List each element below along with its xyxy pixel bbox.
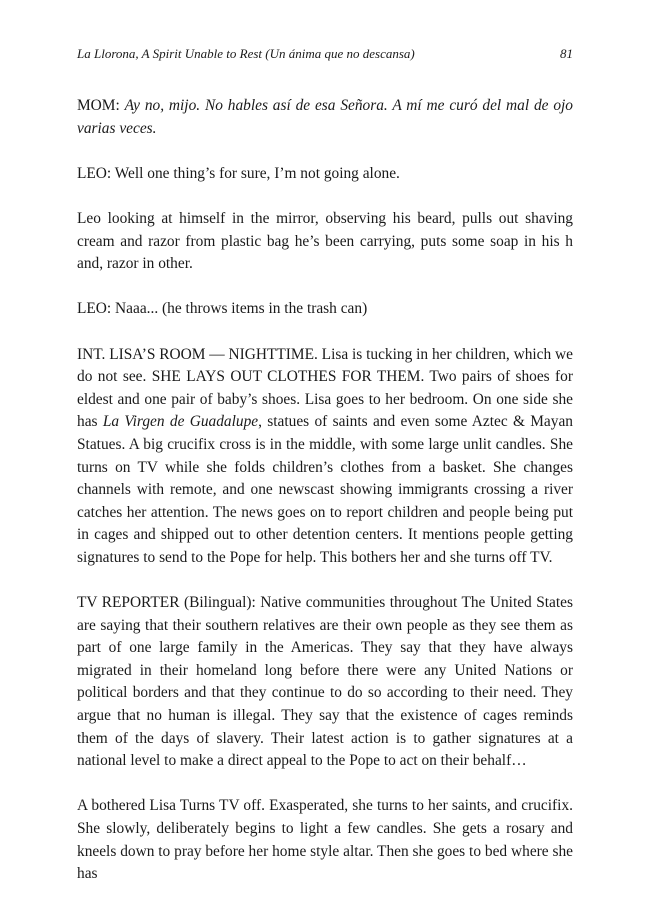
scene-text-b: , statues of saints and even some Aztec & Mayan Statues. A big crucifix cross is in the middle, with some large unlit candles. She turns on TV while she folds children’s clothes from a basket. She changes channels with remote, and one newscast showing immigrants crossing a river catches her attention. The news goes on to report children and people being put in cages and shipped out to other detention centers. It mentions people getting signatures to send to the Pope for help. This bothers her and she turns off TV.: [77, 413, 573, 566]
action-mirror: Leo looking at himself in the mirror, observing his beard, pulls out shaving cream and razor from plastic bag he’s been carrying, puts some soap in his h and, razor in other.: [77, 209, 573, 273]
dialogue-leo-1: LEO: Well one thing’s for sure, I’m not going alone.: [77, 164, 400, 182]
script-body: [77, 95, 573, 886]
dialogue-leo-2: LEO: Naaa... (he throws items in the trash can): [77, 300, 368, 318]
scene-lisas-room: [77, 344, 573, 570]
scene-text-a: INT. LISA’S ROOM — NIGHTTIME. Lisa is tucking in her children, which we do not see. SHE LAYS OUT CLOTHES FOR THEM. Two pairs of shoes for eldest and one pair of baby’s shoes. Lisa goes to her bedroom. On one side she has: [77, 345, 573, 431]
page-number: 81: [560, 46, 573, 61]
dialogue-line: Ay no, mijo. No hables así de esa Señora. A mí me curó del mal de ojo varias veces.: [77, 97, 573, 137]
scene-text-italic: La Virgen de Guadalupe: [102, 413, 259, 431]
action-lisa-prays: A bothered Lisa Turns TV off. Exasperated, she turns to her saints, and crucifix. She slowly, deliberately begins to light a few candles. She gets a rosary and kneels down to pray before her home style altar. Then she goes to bed where she has: [77, 797, 573, 883]
running-header: [77, 46, 573, 62]
running-header-title: La Llorona, A Spirit Unable to Rest (Un ánima que no descansa): [77, 46, 415, 61]
speaker-label: MOM:: [77, 97, 125, 114]
dialogue-mom: [77, 95, 573, 140]
dialogue-tv-reporter: TV REPORTER (Bilingual): Native communities throughout The United States are saying that their southern relatives are their own people as they see them as part of one large family in the Americas. They say that they have always migrated in their homeland long before there were any United Nations or political borders and that they continue to do so according to their need. They argue that no human is illegal. They say that the existence of cages reminds them of the days of slavery. Their latest action is to gather signatures at a national level to make a direct appeal to the Pope to act on their behalf…: [77, 594, 573, 770]
